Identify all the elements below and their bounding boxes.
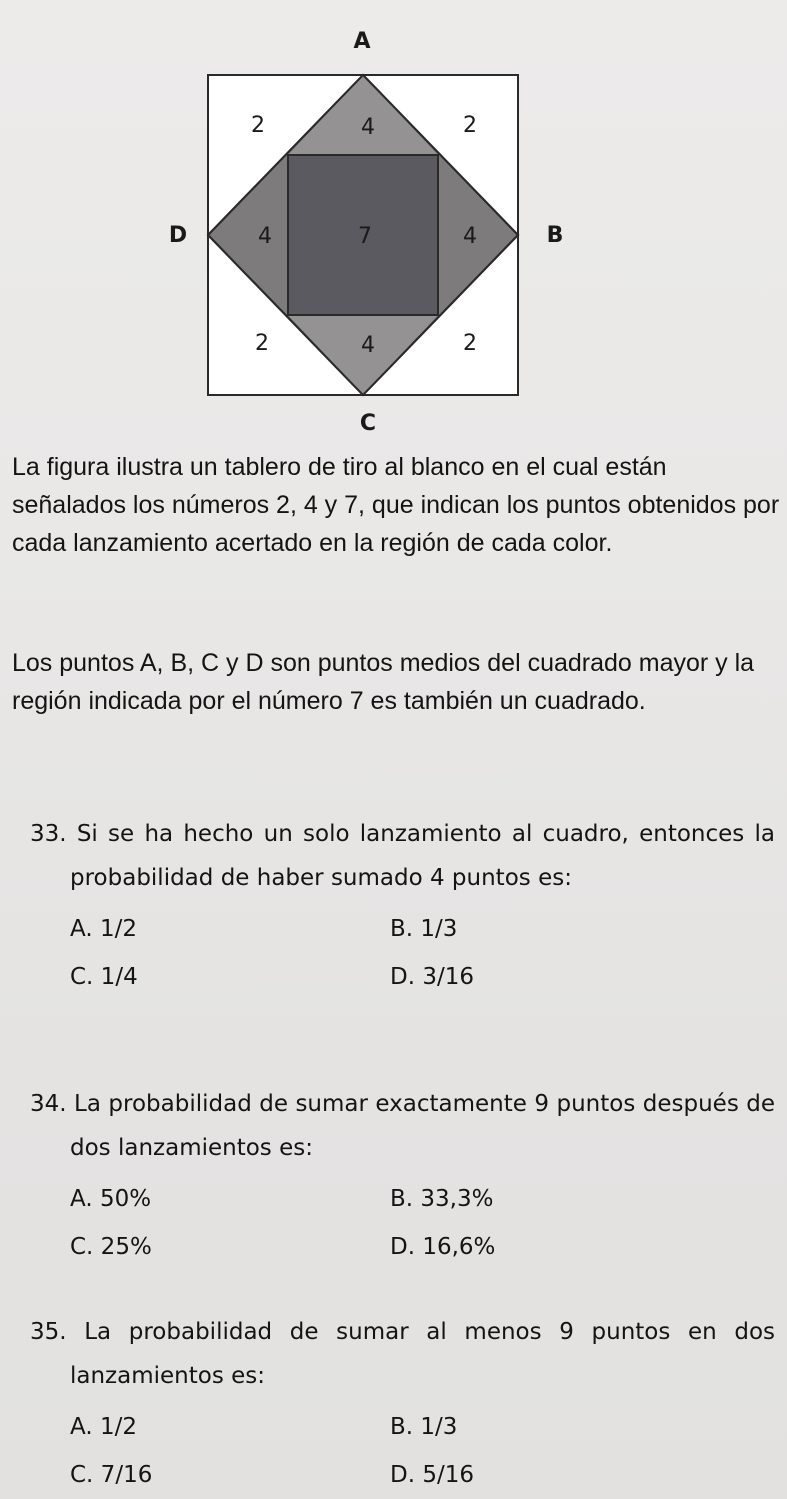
region-number: 4 [463, 224, 477, 249]
question-text [30, 1082, 775, 1170]
intro-paragraph-1: La figura ilustra un tablero de tiro al blanco en el cual están señalados los números 2, 4 y 7, que indican los puntos obtenidos por cada lanzamiento acertado en la región de cada color. [12, 453, 780, 557]
point-label-c: C [359, 411, 377, 436]
region-number: 2 [463, 331, 477, 356]
intro-paragraph-2: Los puntos A, B, C y D son puntos medios del cuadrado mayor y la región indicada por el número 7 es también un cuadrado. [12, 649, 755, 715]
option-c[interactable]: C. 25% [70, 1234, 152, 1260]
region-number: 7 [358, 224, 372, 249]
answer-options [70, 1406, 775, 1496]
region-number: 2 [251, 113, 265, 138]
region-number: 4 [361, 115, 375, 140]
point-label-a: A [353, 29, 371, 54]
option-c[interactable]: C. 1/4 [70, 964, 138, 990]
option-a[interactable]: A. 50% [70, 1186, 152, 1212]
question-34 [30, 1082, 775, 1268]
answer-options [70, 908, 775, 998]
region-number: 2 [463, 113, 477, 138]
question-35 [30, 1310, 775, 1496]
option-b[interactable]: B. 33,3% [390, 1186, 494, 1212]
region-number: 4 [361, 333, 375, 358]
region-number: 2 [255, 331, 269, 356]
point-label-b: B [546, 223, 564, 248]
question-number: 34. [30, 1091, 67, 1117]
option-a[interactable]: A. 1/2 [70, 1414, 137, 1440]
question-stem: La probabilidad de sumar exactamente 9 puntos después de dos lanzamientos es: [70, 1091, 776, 1161]
question-33 [30, 812, 775, 998]
question-number: 35. [30, 1319, 67, 1345]
answer-options [70, 1178, 775, 1268]
option-c[interactable]: C. 7/16 [70, 1462, 153, 1488]
option-a[interactable]: A. 1/2 [70, 916, 137, 942]
question-stem: La probabilidad de sumar al menos 9 puntos en dos lanzamientos es: [70, 1319, 775, 1389]
option-d[interactable]: D. 16,6% [390, 1234, 496, 1260]
target-board-figure [140, 10, 600, 440]
question-number: 33. [30, 821, 67, 847]
option-d[interactable]: D. 5/16 [390, 1462, 474, 1488]
question-text [30, 1310, 775, 1398]
option-d[interactable]: D. 3/16 [390, 964, 474, 990]
point-label-d: D [168, 223, 188, 248]
region-number: 4 [258, 224, 272, 249]
question-text [30, 812, 775, 900]
question-stem: Si se ha hecho un solo lanzamiento al cuadro, entonces la probabilidad de haber sumado 4 puntos es: [70, 821, 775, 891]
option-b[interactable]: B. 1/3 [390, 916, 458, 942]
option-b[interactable]: B. 1/3 [390, 1414, 458, 1440]
